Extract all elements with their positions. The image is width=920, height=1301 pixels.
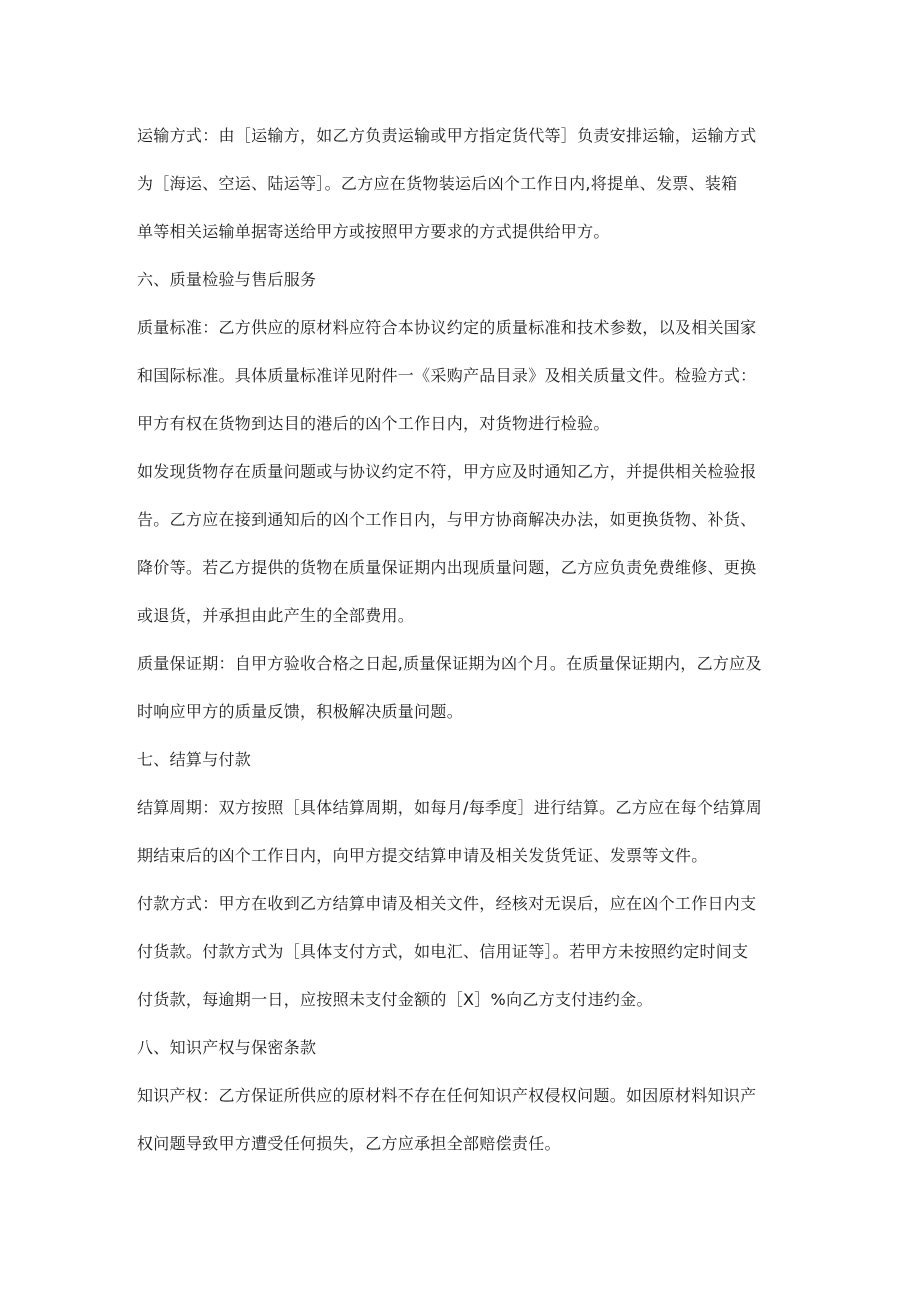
text-line: 为［海运、空运、陆运等］。乙方应在货物装运后凶个工作日内,将提单、发票、装箱 (137, 174, 738, 193)
section-heading-settlement (137, 736, 787, 784)
text-line: 权问题导致甲方遭受任何损失，乙方应承担全部赔偿责任。 (137, 1134, 561, 1153)
heading-text: 七、结算与付款 (137, 750, 252, 769)
paragraph-quality-standard (137, 304, 787, 448)
text-line: 付货款。付款方式为［具体支付方式，如电汇、信用证等］。若甲方未按照约定时间支 (137, 942, 749, 961)
text-line: 或退货，并承担由此产生的全部费用。 (137, 606, 415, 625)
heading-text: 八、知识产权与保密条款 (137, 1038, 317, 1057)
text-line: 运输方式：由［运输方，如乙方负责运输或甲方指定货代等］负责安排运输，运输方式 (137, 126, 757, 145)
text-line: 质量保证期：自甲方验收合格之日起,质量保证期为凶个月。在质量保证期内，乙方应及 (137, 654, 762, 673)
paragraph-ip (137, 1072, 787, 1168)
heading-text: 六、质量检验与售后服务 (137, 270, 317, 289)
text-line: 结算周期：双方按照［具体结算周期，如每月/每季度］进行结算。乙方应在每个结算周 (137, 798, 763, 817)
text-line: 告。乙方应在接到通知后的凶个工作日内，与甲方协商解决办法，如更换货物、补货、 (137, 510, 757, 529)
text-line: 付款方式：甲方在收到乙方结算申请及相关文件，经核对无误后，应在凶个工作日内支 (137, 894, 757, 913)
section-heading-quality (137, 256, 787, 304)
text-line: 和国际标准。具体质量标准详见附件一《采购产品目录》及相关质量文件。检验方式： (137, 366, 757, 385)
text-line: 期结束后的凶个工作日内，向甲方提交结算申请及相关发货凭证、发票等文件。 (137, 846, 708, 865)
text-line: 如发现货物存在质量问题或与协议约定不符，甲方应及时通知乙方，并提供相关检验报 (137, 462, 757, 481)
text-line: 质量标准：乙方供应的原材料应符合本协议约定的质量标准和技术参数，以及相关国家 (137, 318, 757, 337)
text-line: 单等相关运输单据寄送给甲方或按照甲方要求的方式提供给甲方。 (137, 222, 610, 241)
text-line: 时响应甲方的质量反馈，积极解决质量问题。 (137, 702, 464, 721)
text-line: 降价等。若乙方提供的货物在质量保证期内出现质量问题，乙方应负责免费维修、更换 (137, 558, 757, 577)
text-line: 知识产权：乙方保证所供应的原材料不存在任何知识产权侵权问题。如因原材料知识产 (137, 1086, 757, 1105)
paragraph-quality-issue (137, 448, 787, 640)
text-line: 付货款，每逾期一日，应按照未支付金额的［X］%向乙方支付违约金。 (137, 990, 653, 1009)
paragraph-payment (137, 880, 787, 1024)
paragraph-settlement (137, 784, 787, 880)
paragraph-warranty (137, 640, 787, 736)
text-line: 甲方有权在货物到达目的港后的凶个工作日内，对货物进行检验。 (137, 414, 610, 433)
paragraph-shipping (137, 112, 787, 256)
section-heading-ip (137, 1024, 787, 1072)
